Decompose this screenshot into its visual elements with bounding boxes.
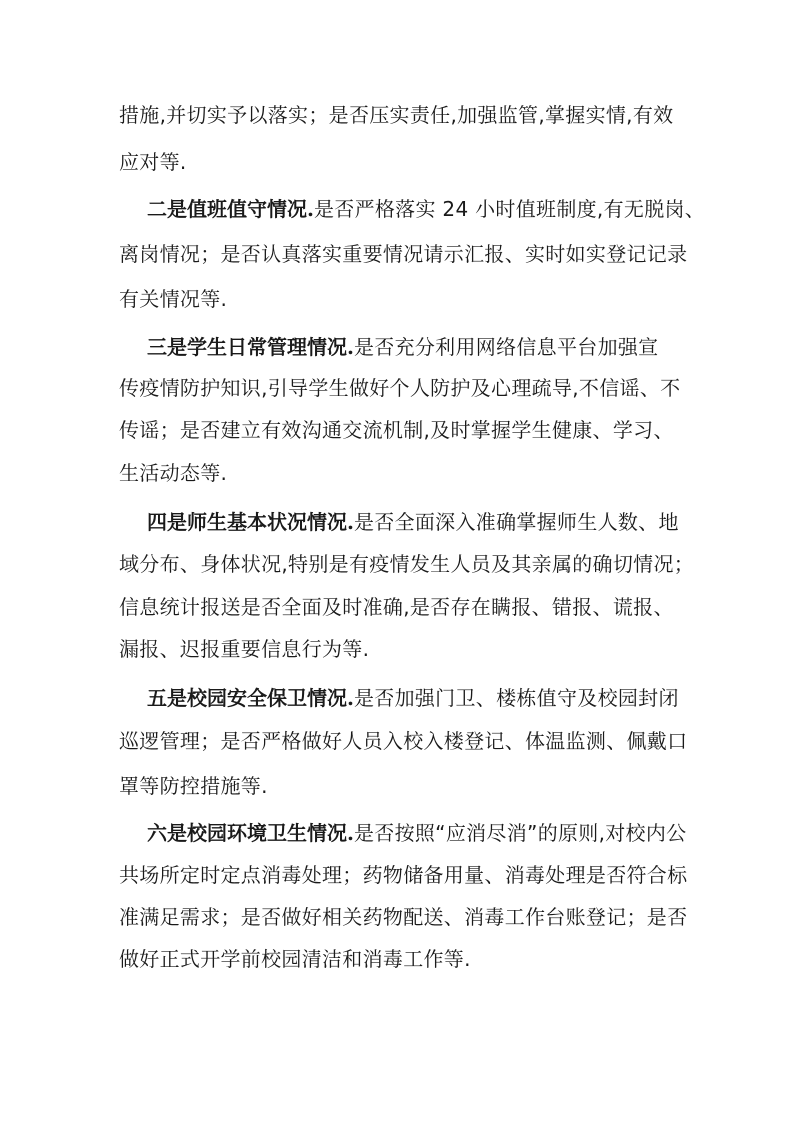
section-2-heading: 二是值班值守情况. [147, 197, 314, 221]
section-4-line-2: 域分布、身体状况,特别是有疫情发生人员及其亲属的确切情况； [119, 552, 695, 576]
section-6-line-4: 做好正式开学前校园清洁和消毒工作等. [119, 947, 471, 971]
section-3-line-3: 传谣；是否建立有效沟通交流机制,及时掌握学生健康、学习、 [119, 418, 674, 442]
section-6-line-2: 共场所定时定点消毒处理；药物储备用量、消毒处理是否符合标 [119, 863, 688, 887]
section-3-heading: 三是学生日常管理情况. [147, 335, 354, 359]
section-2-text: 是否严格落实 24 小时值班制度,有无脱岗、 [313, 197, 706, 221]
section-5-heading: 五是校园安全保卫情况. [147, 686, 354, 710]
section-6-heading: 六是校园环境卫生情况. [147, 821, 354, 845]
section-4-text: 是否全面深入准确掌握师生人数、地 [353, 510, 679, 534]
section-3-line-2: 传疫情防护知识,引导学生做好个人防护及心理疏导,不信谣、不 [119, 376, 681, 400]
intro-line-2: 应对等. [119, 150, 187, 174]
section-5-first-line [147, 684, 727, 712]
section-6-text: 是否按照“应消尽消”的原则,对校内公 [353, 821, 687, 845]
section-5-line-3: 罩等防控措施等. [119, 774, 268, 798]
section-2-line-3: 有关情况等. [119, 287, 228, 311]
section-5-text: 是否加强门卫、楼栋值守及校园封闭 [353, 686, 679, 710]
section-4-line-4: 漏报、迟报重要信息行为等. [119, 637, 370, 661]
section-6-first-line [147, 819, 727, 847]
section-3-text: 是否充分利用网络信息平台加强宣 [353, 335, 659, 359]
section-3-first-line [147, 333, 727, 361]
section-4-line-3: 信息统计报送是否全面及时准确,是否存在瞒报、错报、谎报、 [119, 595, 674, 619]
section-4-heading: 四是师生基本状况情况. [147, 510, 354, 534]
section-2-line-2: 离岗情况；是否认真落实重要情况请示汇报、实时如实登记记录 [119, 242, 688, 266]
section-5-line-2: 巡逻管理；是否严格做好人员入校入楼登记、体温监测、佩戴口 [119, 729, 688, 753]
intro-line-1: 措施,并切实予以落实；是否压实责任,加强监管,掌握实情,有效 [119, 103, 674, 127]
section-6-line-3: 准满足需求；是否做好相关药物配送、消毒工作台账登记；是否 [119, 905, 688, 929]
section-2-first-line [147, 195, 727, 223]
section-3-line-4: 生活动态等. [119, 461, 228, 485]
section-4-first-line [147, 508, 727, 536]
